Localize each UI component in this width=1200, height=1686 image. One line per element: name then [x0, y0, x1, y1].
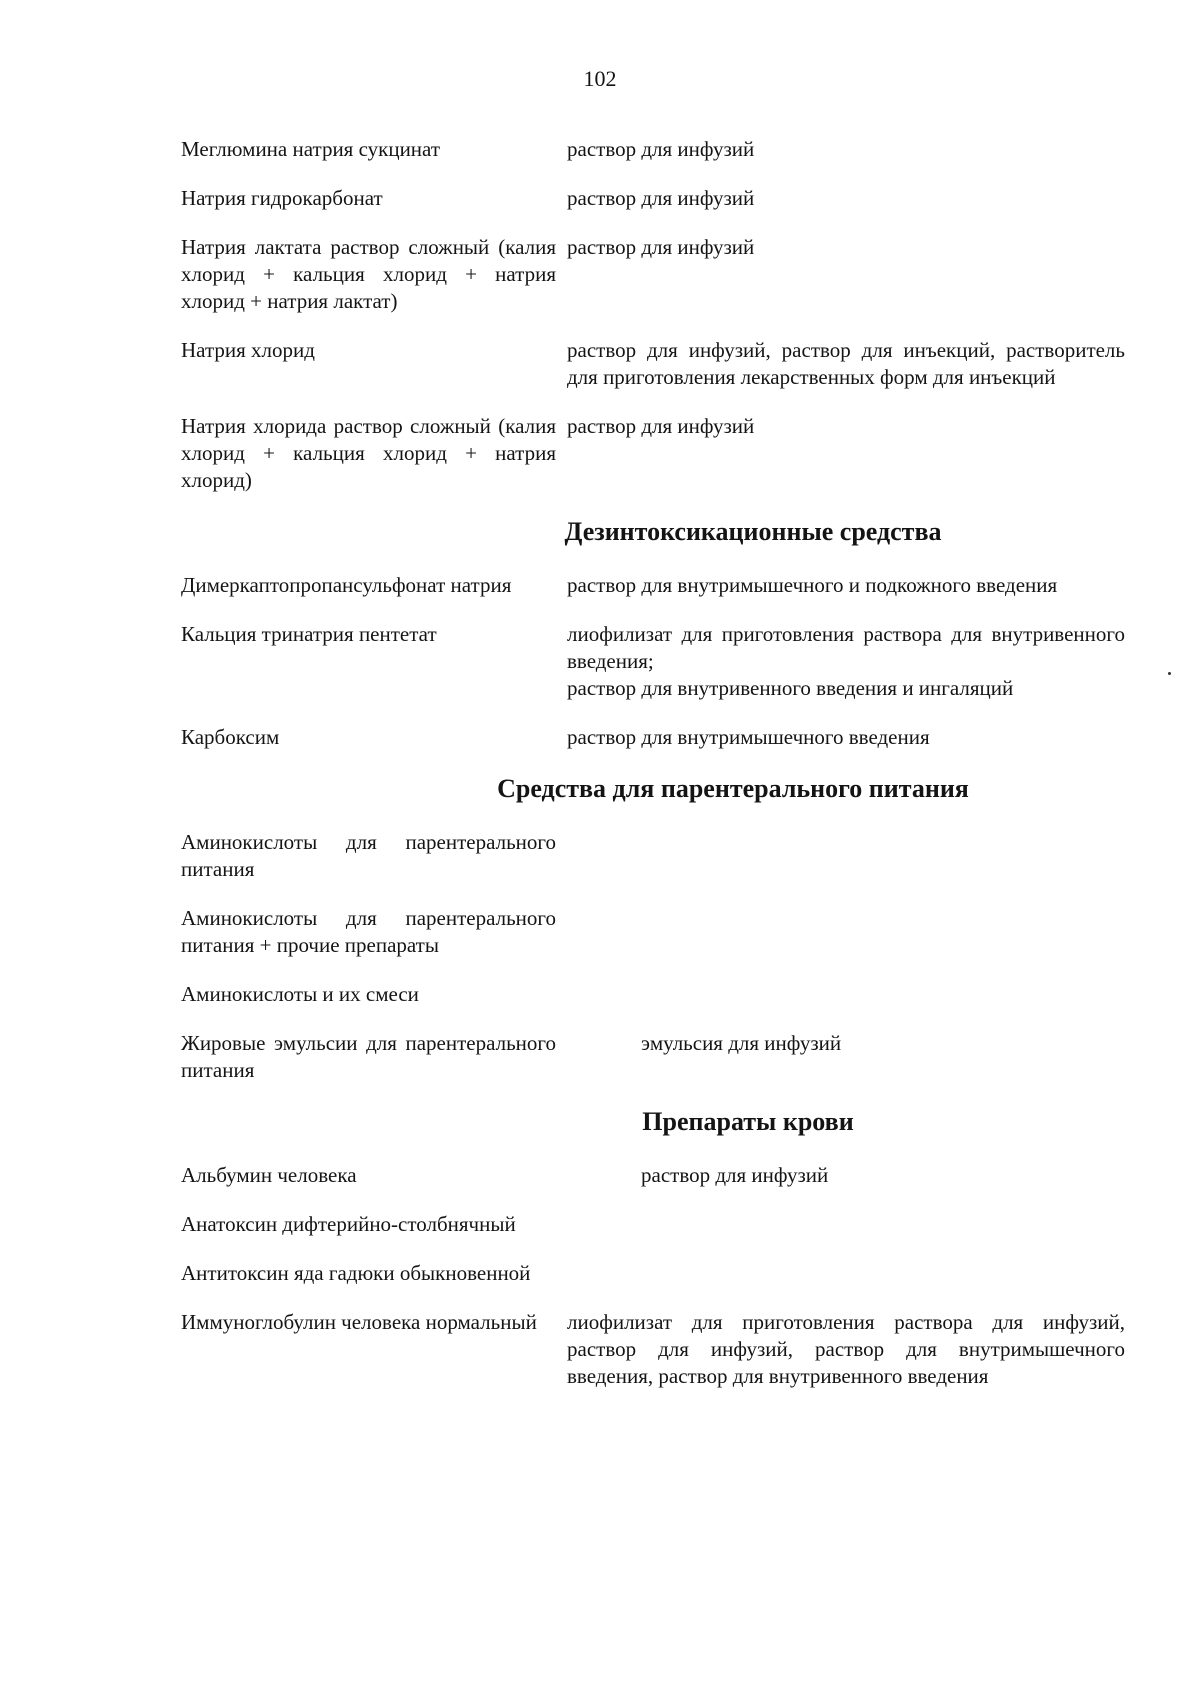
page-number: 102	[583, 66, 617, 91]
drug-name: Карбоксим	[181, 725, 280, 749]
drug-name: Аминокислоты и их смеси	[181, 982, 419, 1006]
table-row	[181, 185, 1125, 212]
drug-name: Антитоксин яда гадюки обыкновенной	[181, 1261, 531, 1285]
dosage-form-line: раствор для внутримышечного и подкожного введения	[567, 573, 1058, 597]
table-row	[181, 621, 1125, 702]
drug-name: Натрия хлорид	[181, 338, 315, 362]
dosage-form	[567, 337, 1125, 391]
drug-name: Альбумин человека	[181, 1163, 357, 1187]
drug-name: Кальция тринатрия пентетат	[181, 622, 437, 646]
table-row	[181, 905, 1125, 959]
table-row	[181, 413, 1125, 494]
dosage-form-line: раствор для внутривенного введения и ингаляций	[567, 676, 1014, 700]
scan-speck	[1168, 672, 1171, 675]
section-heading: Препараты крови	[642, 1107, 854, 1136]
section-blood-products	[181, 1106, 1125, 1390]
section-detox	[181, 516, 1125, 751]
drug-list	[181, 136, 1125, 1412]
dosage-form-line: раствор для инфузий	[567, 235, 755, 259]
section-heading: Дезинтоксикационные средства	[564, 517, 942, 546]
table-row	[181, 1030, 1125, 1084]
drug-name: Аминокислоты для парентерального питания + прочие препараты	[181, 906, 556, 957]
dosage-form-line: эмульсия для инфузий	[641, 1031, 842, 1055]
section-heading: Средства для парентерального питания	[497, 774, 969, 803]
table-row	[181, 1260, 1125, 1287]
table-row	[181, 234, 1125, 315]
dosage-form-line: раствор для внутримышечного введения	[567, 725, 930, 749]
dosage-form-line: лиофилизат для приготовления раствора для инфузий, раствор для инфузий, раствор для внутримышечного введения, раствор для внутривенного введения	[567, 1310, 1125, 1388]
table-row	[181, 829, 1125, 883]
drug-name: Анатоксин дифтерийно-столбнячный	[181, 1212, 516, 1236]
dosage-form-line: лиофилизат для приготовления раствора для внутривенного введения;	[567, 622, 1125, 673]
dosage-form	[641, 1030, 1125, 1057]
table-row	[181, 724, 1125, 751]
dosage-form	[567, 621, 1125, 702]
dosage-form	[567, 724, 1125, 751]
dosage-form	[641, 1162, 1125, 1189]
drug-name: Натрия хлорида раствор сложный (калия хлорид + кальция хлорид + натрия хлорид)	[181, 414, 556, 492]
table-row	[181, 1309, 1125, 1390]
drug-name: Димеркаптопропансульфонат натрия	[181, 573, 512, 597]
dosage-form	[567, 136, 1125, 163]
drug-name: Иммуноглобулин человека нормальный	[181, 1310, 537, 1334]
drug-name: Аминокислоты для парентерального питания	[181, 830, 556, 881]
dosage-form	[567, 1309, 1125, 1390]
table-row	[181, 981, 1125, 1008]
dosage-form	[567, 572, 1125, 599]
dosage-form	[567, 185, 1125, 212]
drug-name: Жировые эмульсии для парентерального питания	[181, 1031, 556, 1082]
section-solutions	[181, 136, 1125, 494]
dosage-form-line: раствор для инфузий	[567, 414, 755, 438]
dosage-form	[567, 413, 1125, 440]
dosage-form-line: раствор для инфузий	[567, 137, 755, 161]
table-row	[181, 1162, 1125, 1189]
table-row	[181, 337, 1125, 391]
table-row	[181, 1211, 1125, 1238]
dosage-form	[567, 234, 1125, 261]
drug-name: Натрия гидрокарбонат	[181, 186, 383, 210]
drug-name: Натрия лактата раствор сложный (калия хлорид + кальция хлорид + натрия хлорид + натрия лактат)	[181, 235, 556, 313]
dosage-form-line: раствор для инфузий	[641, 1163, 829, 1187]
section-parenteral-nutrition	[181, 773, 1125, 1084]
table-row	[181, 572, 1125, 599]
dosage-form-line: раствор для инфузий, раствор для инъекций, растворитель для приготовления лекарственных форм для инъекций	[567, 338, 1125, 389]
drug-name: Меглюмина натрия сукцинат	[181, 137, 441, 161]
dosage-form-line: раствор для инфузий	[567, 186, 755, 210]
table-row	[181, 136, 1125, 163]
